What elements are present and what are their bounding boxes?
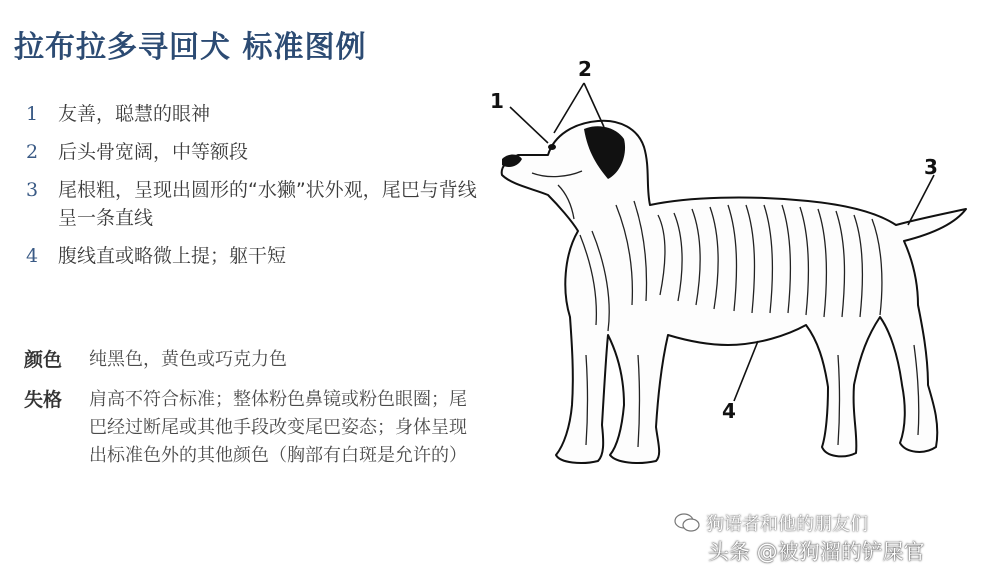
- page-title: 拉布拉多寻回犬 标准图例: [14, 30, 367, 65]
- attribute-label: 颜色: [24, 349, 63, 371]
- callout-1: 1: [490, 89, 504, 113]
- list-item: [26, 242, 486, 270]
- callout-2: 2: [578, 57, 592, 81]
- item-text: 尾根粗，呈现出圆形的“水獭”状外观，尾巴与背线呈一条直线: [58, 179, 477, 229]
- item-number: 2: [26, 141, 39, 163]
- watermark-line2: 头条 @被狗溜的铲屎官: [708, 540, 925, 564]
- attribute-value: 肩高不符合标准；整体粉色鼻镜或粉色眼圈；尾巴经过断尾或其他手段改变尾巴姿态；身体呈现出标准色外的其他颜色（胸部有白斑是允许的）: [89, 389, 467, 466]
- item-text: 腹线直或略微上提；躯干短: [58, 245, 287, 267]
- callout-4: 4: [722, 399, 736, 423]
- list-item: [26, 176, 486, 232]
- dog-illustration: [488, 55, 968, 475]
- list-item: [26, 138, 486, 166]
- item-text: 后头骨宽阔，中等额段: [58, 141, 249, 163]
- item-number: 3: [26, 179, 39, 201]
- wechat-icon: [674, 512, 700, 538]
- callout-3: 3: [924, 155, 938, 179]
- attribute-value: 纯黑色，黄色或巧克力色: [89, 349, 287, 370]
- feature-list: [26, 100, 486, 280]
- item-number: 1: [26, 103, 39, 125]
- attribute-list: [24, 346, 494, 482]
- attribute-label: 失格: [24, 389, 63, 411]
- list-item: [26, 100, 486, 128]
- watermark-line1: 狗语者和他的朋友们: [706, 514, 868, 535]
- item-text: 友善，聪慧的眼神: [58, 103, 211, 125]
- attribute-row: [24, 346, 494, 374]
- attribute-row: [24, 386, 494, 470]
- item-number: 4: [26, 245, 39, 267]
